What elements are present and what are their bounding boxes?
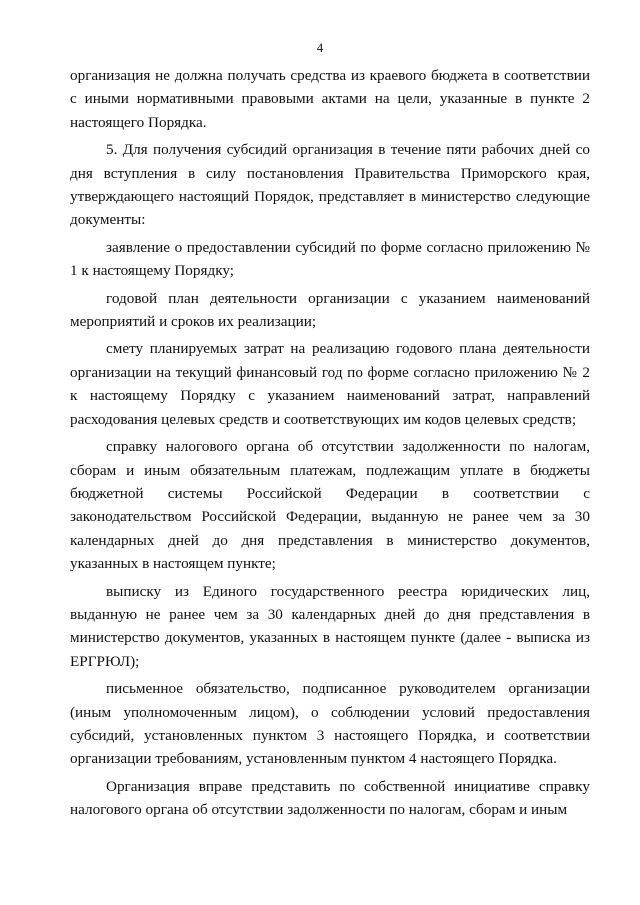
- paragraph-cost-estimate: смету планируемых затрат на реализацию годового плана деятельности организации на текущий финансовый год по форме согласно приложению № 2 к настоящему Порядку с указанием наименований затрат, направлений расходования целевых средств и соответствующих им кодов целевых средств;: [70, 340, 590, 428]
- paragraph-application: заявление о предоставлении субсидий по форме согласно приложению № 1 к настоящему Порядку;: [70, 238, 590, 280]
- paragraph-registry-extract: выписку из Единого государственного реестра юридических лиц, выданную не ранее чем за 30 календарных дней до дня представления в министерство документов, указанных в настоящем пункте (далее - выписка из ЕРГРЮЛ);: [70, 582, 590, 670]
- paragraph-tax-certificate: справку налогового органа об отсутствии задолженности по налогам, сборам и иным обязательным платежам, подлежащим уплате в бюджеты бюджетной системы Российской Федерации в соответствии с законодательством Российской Федерации, выданную не ранее чем за 30 календарных дней до дня представления в министерство документов, указанных в настоящем пункте;: [70, 438, 590, 573]
- page-number: 4: [316, 40, 324, 55]
- paragraph-own-initiative: Организация вправе представить по собственной инициативе справку налогового органа об отсутствии задолженности по налогам, сборам и иным: [70, 777, 590, 819]
- paragraph-written-obligation: письменное обязательство, подписанное руководителем организации (иным уполномоченным лицом), о соблюдении условий предоставления субсидий, установленных пунктом 3 настоящего Порядка, и соответствии организации требованиям, установленным пунктом 4 настоящего Порядка.: [70, 680, 590, 768]
- paragraph-item-5: 5. Для получения субсидий организация в течение пяти рабочих дней со дня вступления в силу постановления Правительства Приморского края, утверждающего настоящий Порядок, представляет в министерство следующие документы:: [70, 141, 590, 229]
- document-body: [70, 64, 590, 822]
- paragraph-continuation: организация не должна получать средства из краевого бюджета в соответствии с иными нормативными правовыми актами на цели, указанные в пункте 2 настоящего Порядка.: [70, 67, 590, 131]
- paragraph-annual-plan: годовой план деятельности организации с указанием наименований мероприятий и сроков их реализации;: [70, 289, 590, 331]
